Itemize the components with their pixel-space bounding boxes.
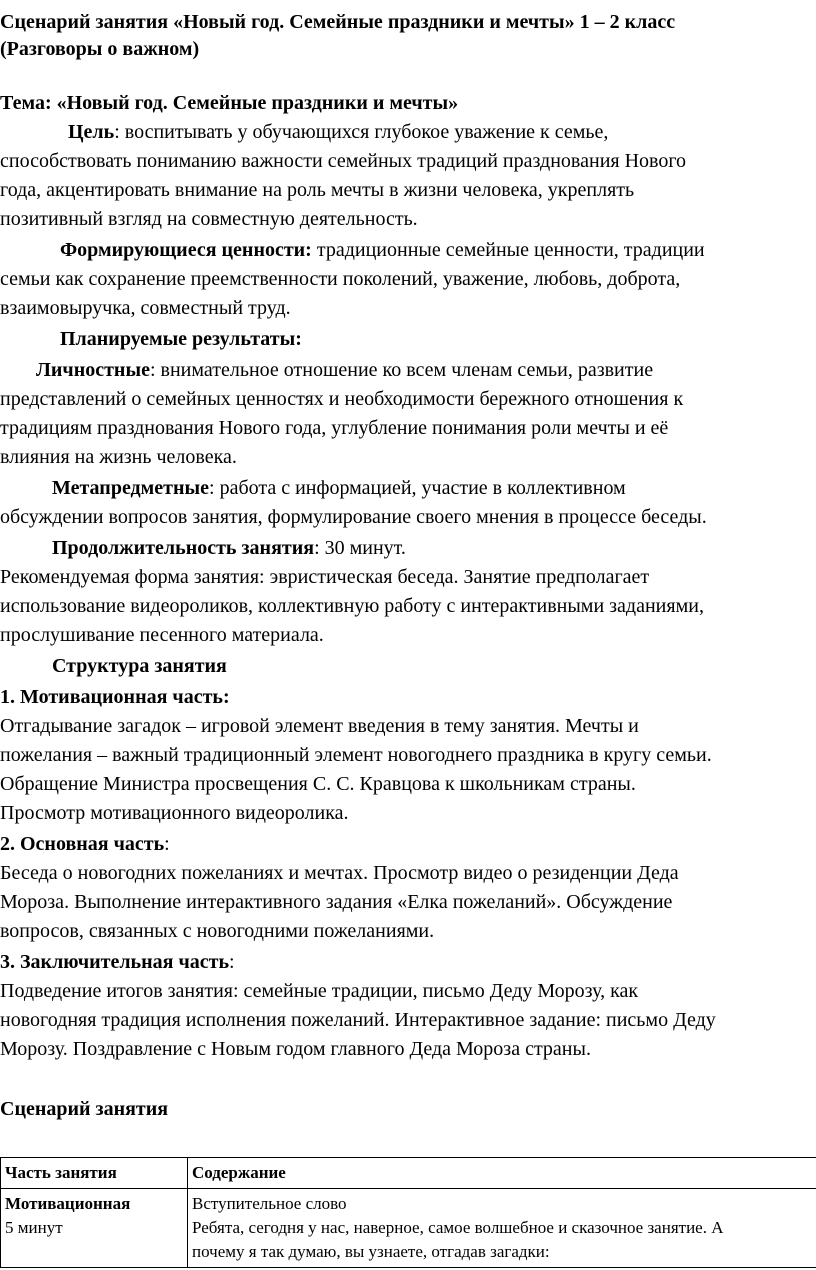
row-content-line-1: Вступительное слово [192, 1194, 347, 1213]
personal-results-line-2: представлений о семейных ценностях и необходимости бережного отношения к [0, 388, 684, 410]
part2-line-1: Беседа о новогодних пожеланиях и мечтах. Просмотр видео о резиденции Деда [0, 862, 679, 884]
personal-results-line-3: традициям празднования Нового года, углубление понимания роли мечты и её [0, 417, 669, 439]
table-header-content: Содержание [188, 1158, 816, 1189]
table-header-part: Часть занятия [1, 1158, 188, 1189]
part3-heading-line [0, 948, 816, 976]
goal-text: : воспитывать у обучающихся глубокое уважение к семье, [114, 121, 609, 143]
duration-value: : 30 минут. [314, 537, 406, 559]
part1-line-3: Обращение Министра просвещения С. С. Кравцова к школьникам страны. [0, 773, 636, 795]
part1-line-2: пожелания – важный традиционный элемент новогоднего праздника в кругу семьи. [0, 744, 712, 766]
table-row [1, 1189, 816, 1268]
form-line-1: Рекомендуемая форма занятия: эвристическая беседа. Занятие предполагает [0, 566, 650, 588]
part2-heading-line [0, 830, 816, 858]
meta-results-label: Метапредметные [52, 477, 210, 499]
table-cell-part [1, 1189, 188, 1268]
part2-colon: : [164, 833, 170, 855]
part1-heading: 1. Мотивационная часть: [0, 686, 230, 708]
part2-line-3: вопросов, связанных с новогодними пожеланиями. [0, 920, 435, 942]
part1-line-1: Отгадывание загадок – игровой элемент введения в тему занятия. Мечты и [0, 715, 639, 737]
row-content-line-3: почему я так думаю, вы узнаете, отгадав загадки: [192, 1242, 550, 1261]
part3-colon: : [229, 951, 235, 973]
scenario-heading: Сценарий занятия [0, 1098, 169, 1120]
topic-heading: Тема: «Новый год. Семейные праздники и мечты» [0, 92, 459, 114]
values-text: традиционные семейные ценности, традиции [311, 239, 705, 261]
goal-label: Цель [68, 121, 115, 143]
form-line-2: использование видеороликов, коллективную работу с интерактивными заданиями, [0, 595, 704, 617]
values-line-2: семьи как сохранение преемственности поколений, уважение, любовь, доброта, [0, 268, 681, 290]
row-part-time: 5 минут [5, 1218, 63, 1237]
row-part-name: Мотивационная [5, 1194, 131, 1213]
goal-line-4: позитивный взгляд на совместную деятельность. [0, 208, 418, 230]
personal-results-line-1 [36, 356, 816, 384]
document-title-line-1: Сценарий занятия «Новый год. Семейные праздники и мечты» 1 – 2 класс [0, 11, 676, 33]
goal-line-2: способствовать пониманию важности семейных традиций празднования Нового [0, 150, 687, 172]
meta-results-line-1 [52, 474, 816, 502]
document-title-line-2: (Разговоры о важном) [0, 38, 200, 60]
meta-results-line-2: обсуждении вопросов занятия, формулирование своего мнения в процессе беседы. [0, 506, 707, 528]
part2-line-2: Мороза. Выполнение интерактивного задания «Елка пожеланий». Обсуждение [0, 891, 673, 913]
part1-line-4: Просмотр мотивационного видеоролика. [0, 802, 349, 824]
meta-results-text: : работа с информацией, участие в коллективном [209, 477, 626, 499]
form-line-3: прослушивание песенного материала. [0, 624, 324, 646]
personal-results-text: : внимательное отношение ко всем членам семьи, развитие [149, 359, 654, 381]
duration-line [52, 534, 816, 562]
part3-line-1: Подведение итогов занятия: семейные традиции, письмо Деду Морозу, как [0, 980, 639, 1002]
values-line-1 [60, 236, 816, 264]
structure-heading: Структура занятия [52, 655, 227, 677]
scenario-table [0, 1157, 816, 1268]
personal-results-line-4: влияния на жизнь человека. [0, 446, 237, 468]
part3-heading: 3. Заключительная часть [0, 951, 230, 973]
goal-line-1 [68, 118, 816, 146]
part3-line-2: новогодняя традиция исполнения пожеланий. Интерактивное задание: письмо Деду [0, 1009, 716, 1031]
values-label: Формирующиеся ценности: [60, 239, 312, 261]
personal-results-label: Личностные [36, 359, 150, 381]
part2-heading: 2. Основная часть [0, 833, 165, 855]
results-heading: Планируемые результаты: [60, 328, 302, 350]
table-header-row [1, 1158, 816, 1189]
table-cell-content [188, 1189, 816, 1268]
values-line-3: взаимовыручка, совместный труд. [0, 297, 291, 319]
part3-line-3: Морозу. Поздравление с Новым годом главного Деда Мороза страны. [0, 1038, 591, 1060]
duration-label: Продолжительность занятия [52, 537, 315, 559]
goal-line-3: года, акцентировать внимание на роль мечты в жизни человека, укреплять [0, 179, 635, 201]
row-content-line-2: Ребята, сегодня у нас, наверное, самое волшебное и сказочное занятие. А [192, 1218, 724, 1237]
